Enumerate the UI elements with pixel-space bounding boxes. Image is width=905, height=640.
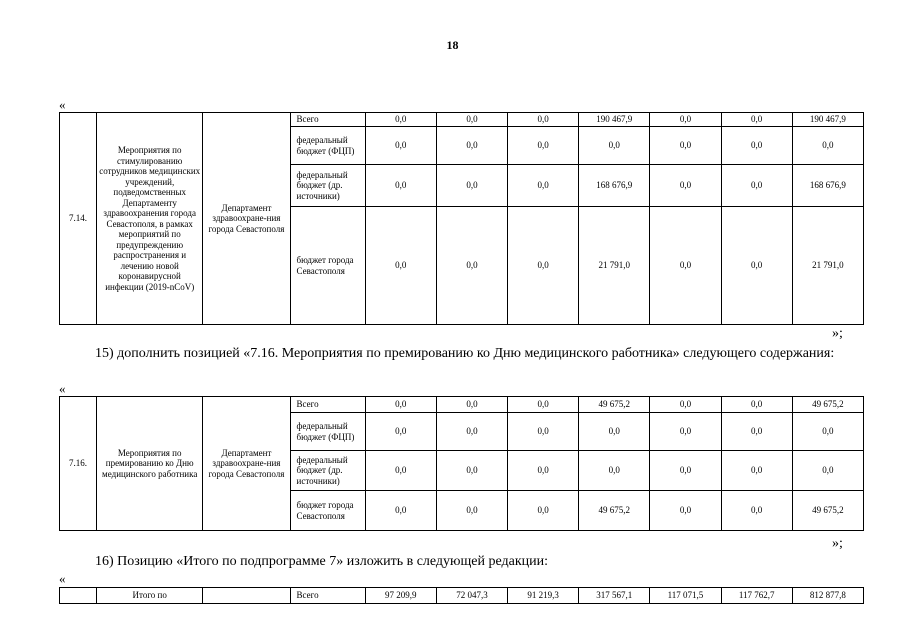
value-cell: 0,0 <box>365 207 436 325</box>
value-cell: 0,0 <box>579 413 650 451</box>
value-cell: 72 047,3 <box>436 588 507 604</box>
value-cell: 0,0 <box>650 451 721 491</box>
value-cell: 168 676,9 <box>792 165 863 207</box>
value-cell: 0,0 <box>508 165 579 207</box>
value-cell: 91 219,3 <box>508 588 579 604</box>
value-cell: 0,0 <box>792 451 863 491</box>
item-executor <box>203 588 290 604</box>
value-cell: 0,0 <box>365 113 436 127</box>
item-number: 7.16. <box>60 397 97 531</box>
value-cell: 0,0 <box>365 413 436 451</box>
paragraph-15 <box>59 346 849 362</box>
value-cell: 0,0 <box>650 491 721 531</box>
table-7-14 <box>59 112 864 325</box>
value-cell: 0,0 <box>721 451 792 491</box>
value-cell: 0,0 <box>721 397 792 413</box>
value-cell: 0,0 <box>579 127 650 165</box>
value-cell: 0,0 <box>508 207 579 325</box>
value-cell: 49 675,2 <box>579 491 650 531</box>
table-row <box>60 113 864 127</box>
value-cell: 0,0 <box>650 165 721 207</box>
value-cell: 317 567,1 <box>579 588 650 604</box>
funding-source: бюджет города Севастополя <box>290 207 365 325</box>
value-cell: 0,0 <box>436 113 507 127</box>
value-cell: 0,0 <box>365 165 436 207</box>
value-cell: 0,0 <box>436 451 507 491</box>
value-cell: 812 877,8 <box>792 588 863 604</box>
value-cell: 0,0 <box>365 451 436 491</box>
funding-source: федеральный бюджет (ФЦП) <box>290 413 365 451</box>
item-executor: Департамент здравоохране-ния города Севастополя <box>203 397 290 531</box>
value-cell: 0,0 <box>650 413 721 451</box>
value-cell: 0,0 <box>721 413 792 451</box>
item-title: Мероприятия по премированию ко Дню медицинского работника <box>97 397 203 531</box>
item-title: Итого по <box>97 588 203 604</box>
value-cell: 0,0 <box>579 451 650 491</box>
value-cell: 0,0 <box>436 491 507 531</box>
funding-source: Всего <box>290 588 365 604</box>
table-row <box>60 397 864 413</box>
funding-source: Всего <box>290 113 365 127</box>
funding-source: бюджет города Севастополя <box>290 491 365 531</box>
value-cell: 190 467,9 <box>792 113 863 127</box>
item-number: 7.14. <box>60 113 97 325</box>
value-cell: 0,0 <box>721 491 792 531</box>
value-cell: 0,0 <box>365 491 436 531</box>
item-title: Мероприятия по стимулированию сотрудников медицинских учреждений, подведомственных Департаменту здравоохранения города Севастополя, в рамках мероприятий по предупреждению распространения и лечению новой коронавирусной инфекции (2019-nCoV) <box>97 113 203 325</box>
funding-source: федеральный бюджет (др. источники) <box>290 451 365 491</box>
value-cell: 0,0 <box>792 127 863 165</box>
item-number <box>60 588 97 604</box>
value-cell: 117 762,7 <box>721 588 792 604</box>
value-cell: 0,0 <box>508 491 579 531</box>
value-cell: 49 675,2 <box>579 397 650 413</box>
value-cell: 0,0 <box>365 127 436 165</box>
value-cell: 0,0 <box>508 113 579 127</box>
funding-source: федеральный бюджет (др. источники) <box>290 165 365 207</box>
value-cell: 168 676,9 <box>579 165 650 207</box>
funding-source: Всего <box>290 397 365 413</box>
value-cell: 0,0 <box>436 397 507 413</box>
value-cell: 0,0 <box>721 127 792 165</box>
value-cell: 49 675,2 <box>792 491 863 531</box>
value-cell: 0,0 <box>436 165 507 207</box>
value-cell: 0,0 <box>650 127 721 165</box>
table-row <box>60 588 864 604</box>
value-cell: 21 791,0 <box>579 207 650 325</box>
value-cell: 0,0 <box>721 113 792 127</box>
close-quote-2: »; <box>832 536 843 551</box>
paragraph-16 <box>59 554 849 570</box>
page-number: 18 <box>446 38 459 52</box>
open-quote-2: « <box>59 381 66 396</box>
close-quote-1: »; <box>832 326 843 341</box>
value-cell: 0,0 <box>436 207 507 325</box>
item-executor: Департамент здравоохране-ния города Севастополя <box>203 113 290 325</box>
funding-source: федеральный бюджет (ФЦП) <box>290 127 365 165</box>
value-cell: 21 791,0 <box>792 207 863 325</box>
value-cell: 0,0 <box>650 113 721 127</box>
value-cell: 117 071,5 <box>650 588 721 604</box>
value-cell: 0,0 <box>365 397 436 413</box>
value-cell: 0,0 <box>508 397 579 413</box>
paragraph-16-text: 16) Позицию «Итого по подпрограмме 7» изложить в следующей редакции: <box>95 554 549 569</box>
table-total-7 <box>59 587 864 604</box>
value-cell: 0,0 <box>792 413 863 451</box>
open-quote-3: « <box>59 571 66 586</box>
paragraph-15-text: 15) дополнить позицией «7.16. Мероприятия по премированию ко Дню медицинского работника» следующего содержания: <box>95 346 835 361</box>
value-cell: 190 467,9 <box>579 113 650 127</box>
value-cell: 0,0 <box>508 451 579 491</box>
value-cell: 0,0 <box>508 127 579 165</box>
value-cell: 0,0 <box>436 127 507 165</box>
value-cell: 49 675,2 <box>792 397 863 413</box>
value-cell: 0,0 <box>721 207 792 325</box>
value-cell: 0,0 <box>436 413 507 451</box>
table-7-16 <box>59 396 864 531</box>
value-cell: 0,0 <box>721 165 792 207</box>
value-cell: 97 209,9 <box>365 588 436 604</box>
value-cell: 0,0 <box>650 397 721 413</box>
value-cell: 0,0 <box>650 207 721 325</box>
open-quote-1: « <box>59 97 66 112</box>
value-cell: 0,0 <box>508 413 579 451</box>
